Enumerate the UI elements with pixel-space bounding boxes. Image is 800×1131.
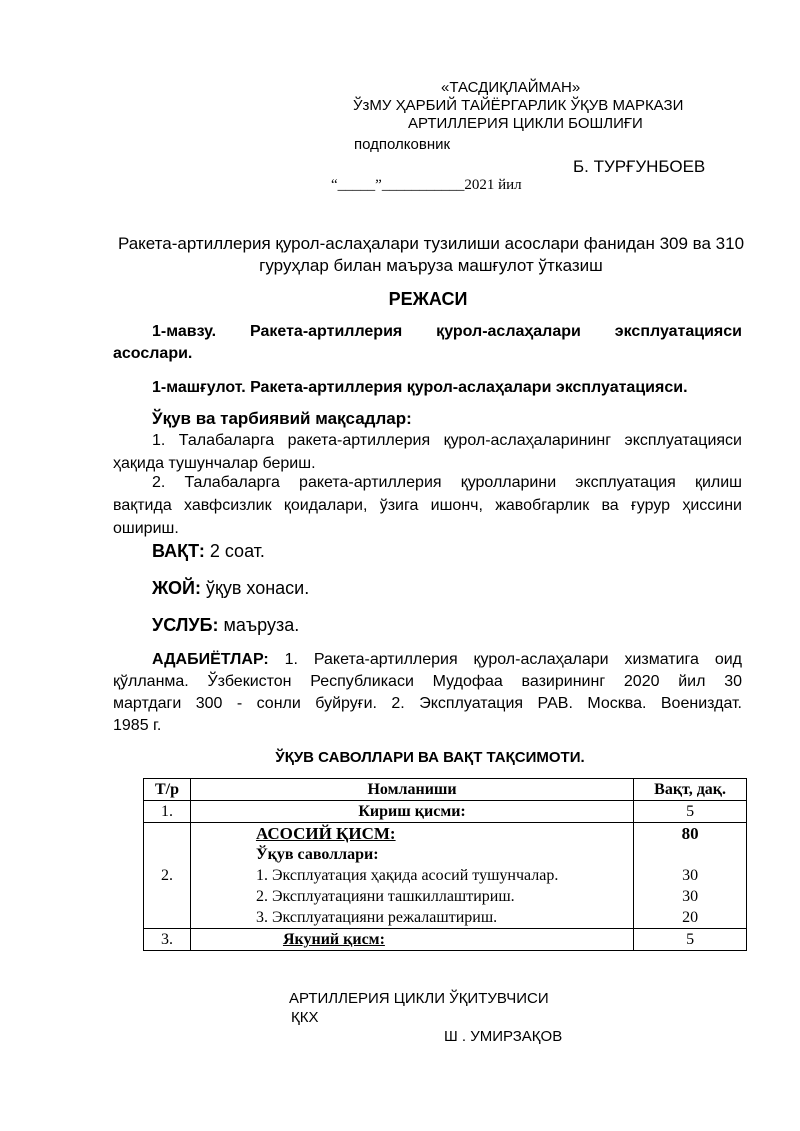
approval-name: Б. ТУРҒУНБОЕВ [573,157,706,176]
question-2-time: 30 [682,888,699,905]
topic-line-1: 1-мавзу. Ракета-артиллерия қурол-аслаҳалари эксплуатацияси [152,323,742,340]
table-row [144,929,747,951]
heading-line-2: гуруҳлар билан маъруза машғулот ўтказиш [259,256,603,275]
row-3-num: 3. [144,929,191,951]
question-item-3: 3. Эксплуатацияни режалаштириш. [255,909,498,926]
goal-2-line-1: 2. Талабаларга ракета-артиллерия қуролларини эксплуатация қилиш [152,474,742,491]
table-row [144,823,747,929]
row-2-num: 2. [144,823,191,929]
method-value: маъруза. [218,615,300,635]
goal-2-line-3: ошириш. [113,520,179,537]
row-3-name: Якуний қисм: [190,929,633,951]
schedule-table [143,778,747,951]
question-item-1: 1. Эксплуатация ҳақида асосий тушунчалар. [255,867,559,884]
header-num: Т/р [144,779,191,801]
approval-position: АРТИЛЛЕРИЯ ЦИКЛИ БОШЛИҒИ [408,115,643,132]
place-label: ЖОЙ: [152,578,201,598]
signature-rank: ҚКХ [291,1009,319,1026]
heading-line-1: Ракета-артиллерия қурол-аслаҳалари тузилиши асослари фанидан 309 ва 310 [117,234,745,253]
main-section-title: АСОСИЙ ҚИСМ: [255,824,396,843]
time-row [152,541,265,562]
header-name: Номланиши [190,779,633,801]
place-value: ўқув хонаси. [200,578,310,598]
literature-text-1: 1. Ракета-артиллерия қурол-аслаҳалари хизматига оид [268,651,742,668]
question-3-time: 20 [682,909,699,926]
goal-2-line-2: вақтида хавфсизлик қоидалари, ўзига ишонч, жавобгарлик ва ғурур ҳиссини [113,497,742,514]
method-row [152,615,299,636]
table-title: ЎҚУВ САВОЛЛАРИ ВА ВАҚТ ТАҚСИМОТИ. [275,749,585,766]
approval-rank: подполковник [354,136,451,153]
goal-1-line-1: 1. Талабаларга ракета-артиллерия қурол-аслаҳаларининг эксплуатацияси [152,432,742,449]
header-time: Вақт, дақ. [634,779,747,801]
literature-line-3: мартдаги 300 - сонли буйруғи. 2. Эксплуатация РАВ. Москва. Воениздат. [113,695,742,712]
questions-subtitle: Ўқув саволлари: [255,846,379,863]
document-title: РЕЖАСИ [388,289,468,309]
time-label: ВАҚТ: [152,541,205,561]
row-3-time: 5 [634,929,747,951]
approval-org: ЎзМУ ҲАРБИЙ ТАЙЁРГАРЛИК ЎҚУВ МАРКАЗИ [353,97,684,114]
question-item-2: 2. Эксплуатацияни ташкиллаштириш. [255,888,515,905]
method-label: УСЛУБ: [152,615,219,635]
question-1-time: 30 [682,867,699,884]
time-value: 2 соат. [204,541,265,561]
lesson-title: 1-машғулот. Ракета-артиллерия қурол-аслаҳалари эксплуатацияси. [152,379,688,396]
row-1-time: 5 [634,801,747,823]
signature-position: АРТИЛЛЕРИЯ ЦИКЛИ ЎҚИТУВЧИСИ [289,990,549,1007]
table-row [144,801,747,823]
row-1-num: 1. [144,801,191,823]
place-row [152,578,309,599]
approval-title: «ТАСДИҚЛАЙМАН» [441,79,581,96]
literature-label: АДАБИЁТЛАР: [152,651,269,668]
topic-line-2: асослари. [113,345,193,362]
main-section-time: 80 [681,824,699,843]
signature-name: Ш . УМИРЗАҚОВ [444,1028,563,1045]
goals-title: Ўқув ва тарбиявий мақсадлар: [152,409,412,428]
literature-line-1 [152,651,742,669]
row-2-name [190,823,633,929]
approval-date: “_____”___________2021 йил [331,177,522,193]
goal-1-line-2: ҳақида тушунчалар бериш. [113,455,316,472]
literature-line-2: қўлланма. Ўзбекистон Республикаси Мудофаа вазирининг 2020 йил 30 [113,673,742,690]
row-2-time [634,823,747,929]
table-header-row [144,779,747,801]
row-1-name: Кириш қисми: [190,801,633,823]
literature-line-4: 1985 г. [113,717,162,734]
